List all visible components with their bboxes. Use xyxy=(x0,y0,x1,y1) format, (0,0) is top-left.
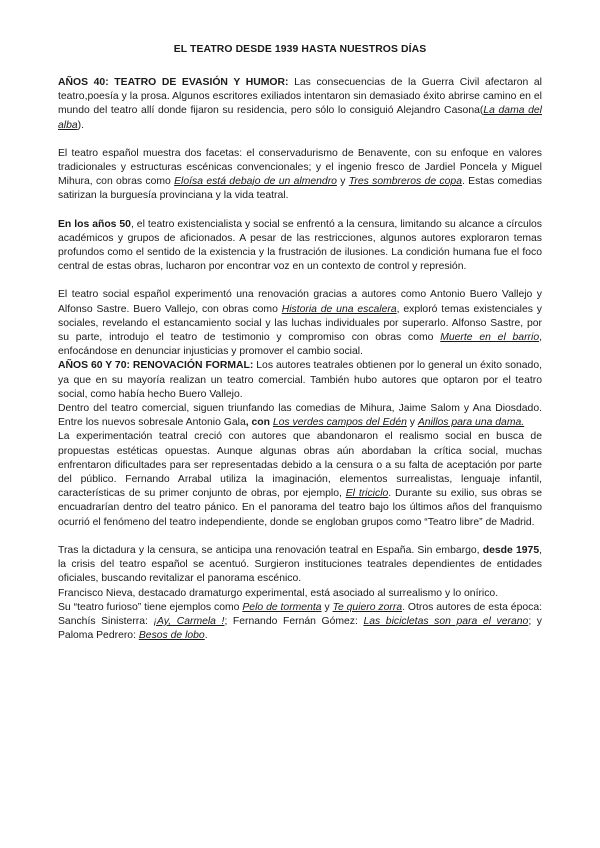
work-title: Las bicicletas son para el verano xyxy=(363,615,529,627)
work-title: Te quiero zorra xyxy=(332,601,403,613)
text: , con xyxy=(245,417,273,429)
text: Los autores teatrales obtienen por lo general un éxito sonado, ya que en su mayoría realizan un teatro comercial. También hubo autores que optaron por el teatro social, como había hecho Buero Vallejo. xyxy=(58,360,542,400)
work-title: Tres sombreros de copa xyxy=(348,176,462,188)
text: Su “teatro furioso” tiene ejemplos como xyxy=(58,601,243,613)
text: Las consecuencias de la Guerra Civil afectaron al teatro,poesía y la prosa. Algunos escritores exiliados intentaron sin demasiado éxito abrirse camino en el mundo del teatro allí donde fijaron su residencia, pero sólo lo consiguió Alejandro Casona( xyxy=(58,77,542,117)
text: . Estas comedias satirizan la burguesía provinciana y la vida teatral. xyxy=(58,176,542,202)
paragraph-1940s xyxy=(58,76,542,133)
work-title: Anillos para una dama. xyxy=(417,417,525,429)
paragraph-nieva xyxy=(58,587,542,601)
text: Tras la dictadura y la censura, se anticipa una renovación teatral en España. Sin embargo, xyxy=(58,544,483,556)
heading-1940s: AÑOS 40: TEATRO DE EVASIÓN Y HUMOR: xyxy=(58,77,289,88)
text: ; y Paloma Pedrero: xyxy=(58,615,542,642)
paragraph-1950s xyxy=(58,218,542,275)
text: ). xyxy=(77,119,85,131)
text: y xyxy=(406,417,418,429)
text: , exploró temas existenciales y sociales, revelando el estancamiento social y las luchas individuales por superarlo. Alfonso Sastre, por su parte, introdujo el teatro de testimonio y compromiso con obras como xyxy=(58,303,542,344)
paragraph-commercial-theatre xyxy=(58,402,542,430)
text: . Otros autores de esta época: Sanchís Sinisterra: xyxy=(58,601,542,627)
text: , enfocándose en denunciar injusticias y promover el cambio social. xyxy=(58,332,542,358)
text: y xyxy=(321,601,333,613)
text: El teatro español muestra dos facetas: el conservadurismo de Benavente, con su enfoque en valores tradicionales y estructuras escénicas convencionales; y el ingenio fresco de Jardiel Poncela y Miguel Mihura, con obras como xyxy=(58,147,542,188)
text: El teatro social español experimentó una renovación gracias a autores como Antonio Buero Vallejo y Alfonso Sastre. Buero Vallejo, con obras como xyxy=(58,289,542,315)
work-title: El triciclo xyxy=(345,488,389,500)
work-title: Los verdes campos del Edén xyxy=(272,417,407,429)
work-title: Besos de lobo xyxy=(138,630,205,642)
text: y xyxy=(336,176,349,188)
work-title: Eloísa está debajo de un almendro xyxy=(174,176,337,188)
bold-date: desde 1975 xyxy=(482,544,540,556)
body-text xyxy=(58,76,542,643)
work-title: ¡Ay, Carmela ! xyxy=(153,615,225,627)
paragraph-1960s-70s xyxy=(58,359,542,402)
text: , el teatro existencialista y social se enfrentó a la censura, limitando su alcance a círculos académicos y grupos de aficionados. A pesar de las restricciones, algunos autores exploraron temas profundos como el sentido de la existencia y la frustración de ilusiones. La condición humana fue el foco central de estas obras, lucharon por encontrar voz en un contexto de control y represión. xyxy=(58,218,543,273)
text: ; Fernando Fernán Gómez: xyxy=(224,615,364,627)
paragraph-after-1975 xyxy=(58,544,542,587)
work-title: Historia de una escalera xyxy=(281,303,397,315)
document-title: EL TEATRO DESDE 1939 HASTA NUESTROS DÍAS xyxy=(173,44,427,55)
text: La experimentación teatral creció con autores que abandonaron el realismo social en busca de propuestas estéticas opuestas. Aunque algunas obras aún abordaban la crítica social, muchas enfrentaron dificultades para ser representadas debido a la censura o a su falta de aceptación por parte del público. Fernando Arrabal utiliza la imaginación, elementos surrealistas, lenguaje infantil, características de su primer conjunto de obras, por ejemplo, xyxy=(58,431,542,500)
paragraph-social-theatre xyxy=(58,288,542,359)
heading-1950s: En los años 50 xyxy=(58,218,131,230)
work-title: Pelo de tormenta xyxy=(242,601,322,613)
heading-1960s-70s: AÑOS 60 Y 70: RENOVACIÓN FORMAL: xyxy=(58,360,254,372)
text: , la crisis del teatro español se acentuó. Surgieron instituciones teatrales dependientes de entidades oficiales, buscando revitalizar el panorama escénico. xyxy=(58,544,542,585)
text: Dentro del teatro comercial, siguen triunfando las comedias de Mihura, Jaime Salom y Ana Diosdado. Entre los nuevos sobresale Antonio Gala xyxy=(58,403,542,429)
work-title: Muerte en el barrio xyxy=(440,332,540,344)
paragraph-facets xyxy=(58,147,542,204)
work-title: La dama del alba xyxy=(58,105,542,131)
paragraph-furious-theatre xyxy=(58,601,542,644)
paragraph-experimentation xyxy=(58,430,542,529)
text: . Durante su exilio, sus obras se encuadrarían dentro del teatro pánico. En el panorama del teatro bajo los últimos años del franquismo ocurrió el fenómeno del teatro independiente, donde se engloban grupos como “Teatro libre” de Madrid. xyxy=(58,488,542,528)
text: . xyxy=(204,630,208,642)
text: Francisco Nieva, destacado dramaturgo experimental, está asociado al surrealismo y lo onírico. xyxy=(58,587,499,599)
